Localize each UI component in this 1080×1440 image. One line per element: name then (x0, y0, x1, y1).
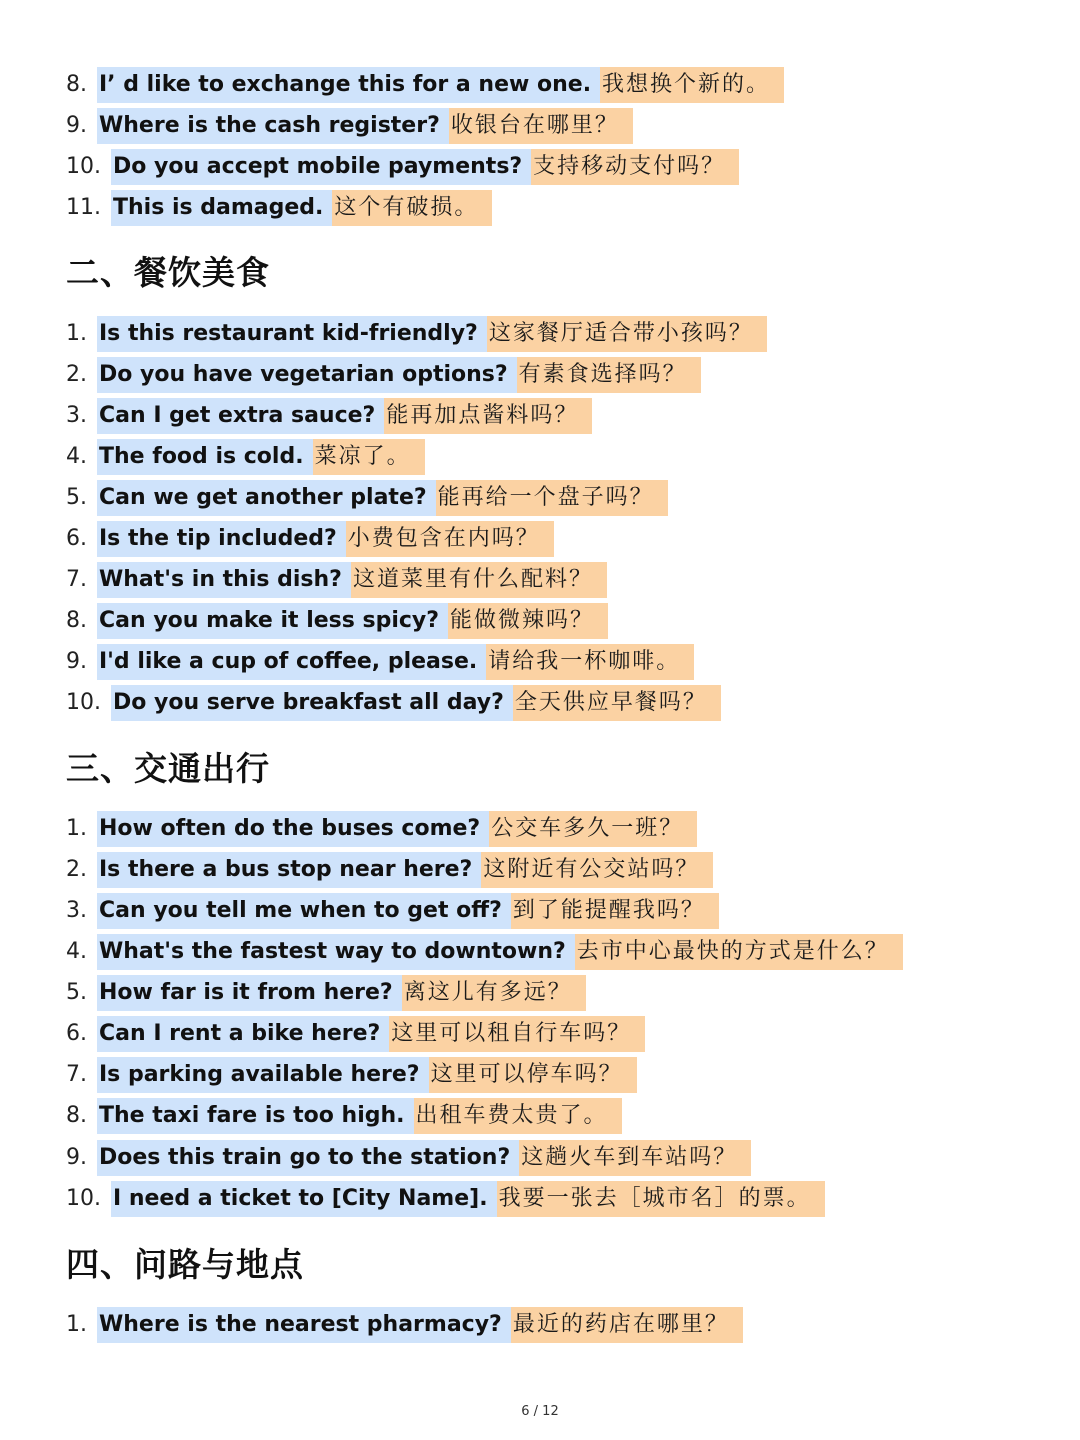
english-phrase: Does this train go to the station? (97, 1140, 519, 1176)
chinese-translation: 有素食选择吗？ (517, 357, 701, 393)
chinese-translation: 出租车费太贵了。 (414, 1098, 622, 1134)
chinese-translation: 公交车多久一班？ (489, 811, 697, 847)
item-number: 10. (66, 154, 101, 179)
phrase-item (66, 357, 701, 393)
item-number: 1. (66, 816, 87, 841)
phrase-item (66, 480, 668, 516)
phrase-item (66, 1140, 751, 1176)
phrase-item (66, 190, 492, 226)
chinese-translation: 收银台在哪里？ (449, 108, 633, 144)
english-phrase: What's the fastest way to downtown? (97, 934, 575, 970)
section-heading: 二、餐饮美食 (66, 253, 270, 292)
english-phrase: I need a ticket to [City Name]. (111, 1181, 497, 1217)
chinese-translation: 这个有破损。 (332, 190, 492, 226)
phrase-item (66, 108, 633, 144)
chinese-translation: 能做微辣吗？ (448, 603, 608, 639)
item-number: 9. (66, 649, 87, 674)
english-phrase: I'd like a cup of coffee, please. (97, 644, 486, 680)
phrase-item (66, 852, 713, 888)
phrase-item (66, 562, 607, 598)
item-number: 3. (66, 403, 87, 428)
english-phrase: Is there a bus stop near here? (97, 852, 481, 888)
item-number: 5. (66, 980, 87, 1005)
section-heading: 三、交通出行 (66, 749, 270, 788)
phrase-item (66, 149, 739, 185)
phrase-item (66, 644, 694, 680)
english-phrase: Can you tell me when to get off? (97, 893, 511, 929)
item-number: 1. (66, 1312, 87, 1337)
item-number: 5. (66, 485, 87, 510)
phrase-item (66, 1307, 743, 1343)
english-phrase: Can I get extra sauce? (97, 398, 384, 434)
phrase-item (66, 398, 592, 434)
item-number: 10. (66, 690, 101, 715)
english-phrase: Do you have vegetarian options? (97, 357, 517, 393)
phrase-item (66, 685, 721, 721)
phrase-item (66, 67, 784, 103)
chinese-translation: 到了能提醒我吗？ (511, 893, 719, 929)
chinese-translation: 这道菜里有什么配料？ (351, 562, 607, 598)
phrase-item (66, 1098, 622, 1134)
chinese-translation: 我要一张去［城市名］的票。 (497, 1181, 825, 1217)
phrase-item (66, 439, 425, 475)
section-heading: 四、问路与地点 (66, 1245, 304, 1284)
item-number: 6. (66, 526, 87, 551)
chinese-translation: 这家餐厅适合带小孩吗？ (487, 316, 767, 352)
chinese-translation: 全天供应早餐吗？ (513, 685, 721, 721)
item-number: 7. (66, 1062, 87, 1087)
phrase-item (66, 316, 767, 352)
phrase-item (66, 521, 554, 557)
chinese-translation: 请给我一杯咖啡。 (486, 644, 694, 680)
item-number: 11. (66, 195, 101, 220)
chinese-translation: 支持移动支付吗？ (531, 149, 739, 185)
english-phrase: Is this restaurant kid-friendly? (97, 316, 487, 352)
item-number: 9. (66, 1145, 87, 1170)
english-phrase: Where is the cash register? (97, 108, 449, 144)
item-number: 9. (66, 113, 87, 138)
page-number: 6 / 12 (521, 1404, 559, 1419)
item-number: 10. (66, 1186, 101, 1211)
english-phrase: The food is cold. (97, 439, 313, 475)
english-phrase: Do you accept mobile payments? (111, 149, 531, 185)
item-number: 2. (66, 857, 87, 882)
item-number: 4. (66, 939, 87, 964)
phrase-item (66, 1181, 825, 1217)
item-number: 3. (66, 898, 87, 923)
item-number: 4. (66, 444, 87, 469)
chinese-translation: 最近的药店在哪里？ (511, 1307, 743, 1343)
english-phrase: I’ d like to exchange this for a new one. (97, 67, 600, 103)
english-phrase: Is parking available here? (97, 1057, 429, 1093)
english-phrase: Is the tip included? (97, 521, 346, 557)
english-phrase: What's in this dish? (97, 562, 351, 598)
english-phrase: The taxi fare is too high. (97, 1098, 414, 1134)
chinese-translation: 这里可以租自行车吗？ (389, 1016, 645, 1052)
chinese-translation: 能再加点酱料吗？ (384, 398, 592, 434)
chinese-translation: 离这儿有多远？ (402, 975, 586, 1011)
chinese-translation: 这附近有公交站吗？ (481, 852, 713, 888)
english-phrase: Do you serve breakfast all day? (111, 685, 513, 721)
item-number: 8. (66, 1103, 87, 1128)
item-number: 6. (66, 1021, 87, 1046)
phrase-item (66, 893, 719, 929)
item-number: 1. (66, 321, 87, 346)
english-phrase: Can I rent a bike here? (97, 1016, 389, 1052)
phrase-item (66, 934, 903, 970)
phrase-item (66, 1016, 645, 1052)
item-number: 2. (66, 362, 87, 387)
chinese-translation: 菜凉了。 (313, 439, 425, 475)
item-number: 8. (66, 72, 87, 97)
english-phrase: Can you make it less spicy? (97, 603, 448, 639)
item-number: 7. (66, 567, 87, 592)
chinese-translation: 我想换个新的。 (600, 67, 784, 103)
chinese-translation: 这趟火车到车站吗？ (519, 1140, 751, 1176)
english-phrase: Can we get another plate? (97, 480, 436, 516)
chinese-translation: 小费包含在内吗？ (346, 521, 554, 557)
chinese-translation: 这里可以停车吗？ (429, 1057, 637, 1093)
phrase-item (66, 975, 586, 1011)
item-number: 8. (66, 608, 87, 633)
english-phrase: How far is it from here? (97, 975, 402, 1011)
phrase-item (66, 603, 608, 639)
phrase-item (66, 811, 697, 847)
english-phrase: How often do the buses come? (97, 811, 489, 847)
english-phrase: This is damaged. (111, 190, 332, 226)
phrase-item (66, 1057, 637, 1093)
english-phrase: Where is the nearest pharmacy? (97, 1307, 511, 1343)
chinese-translation: 去市中心最快的方式是什么？ (575, 934, 903, 970)
chinese-translation: 能再给一个盘子吗？ (436, 480, 668, 516)
